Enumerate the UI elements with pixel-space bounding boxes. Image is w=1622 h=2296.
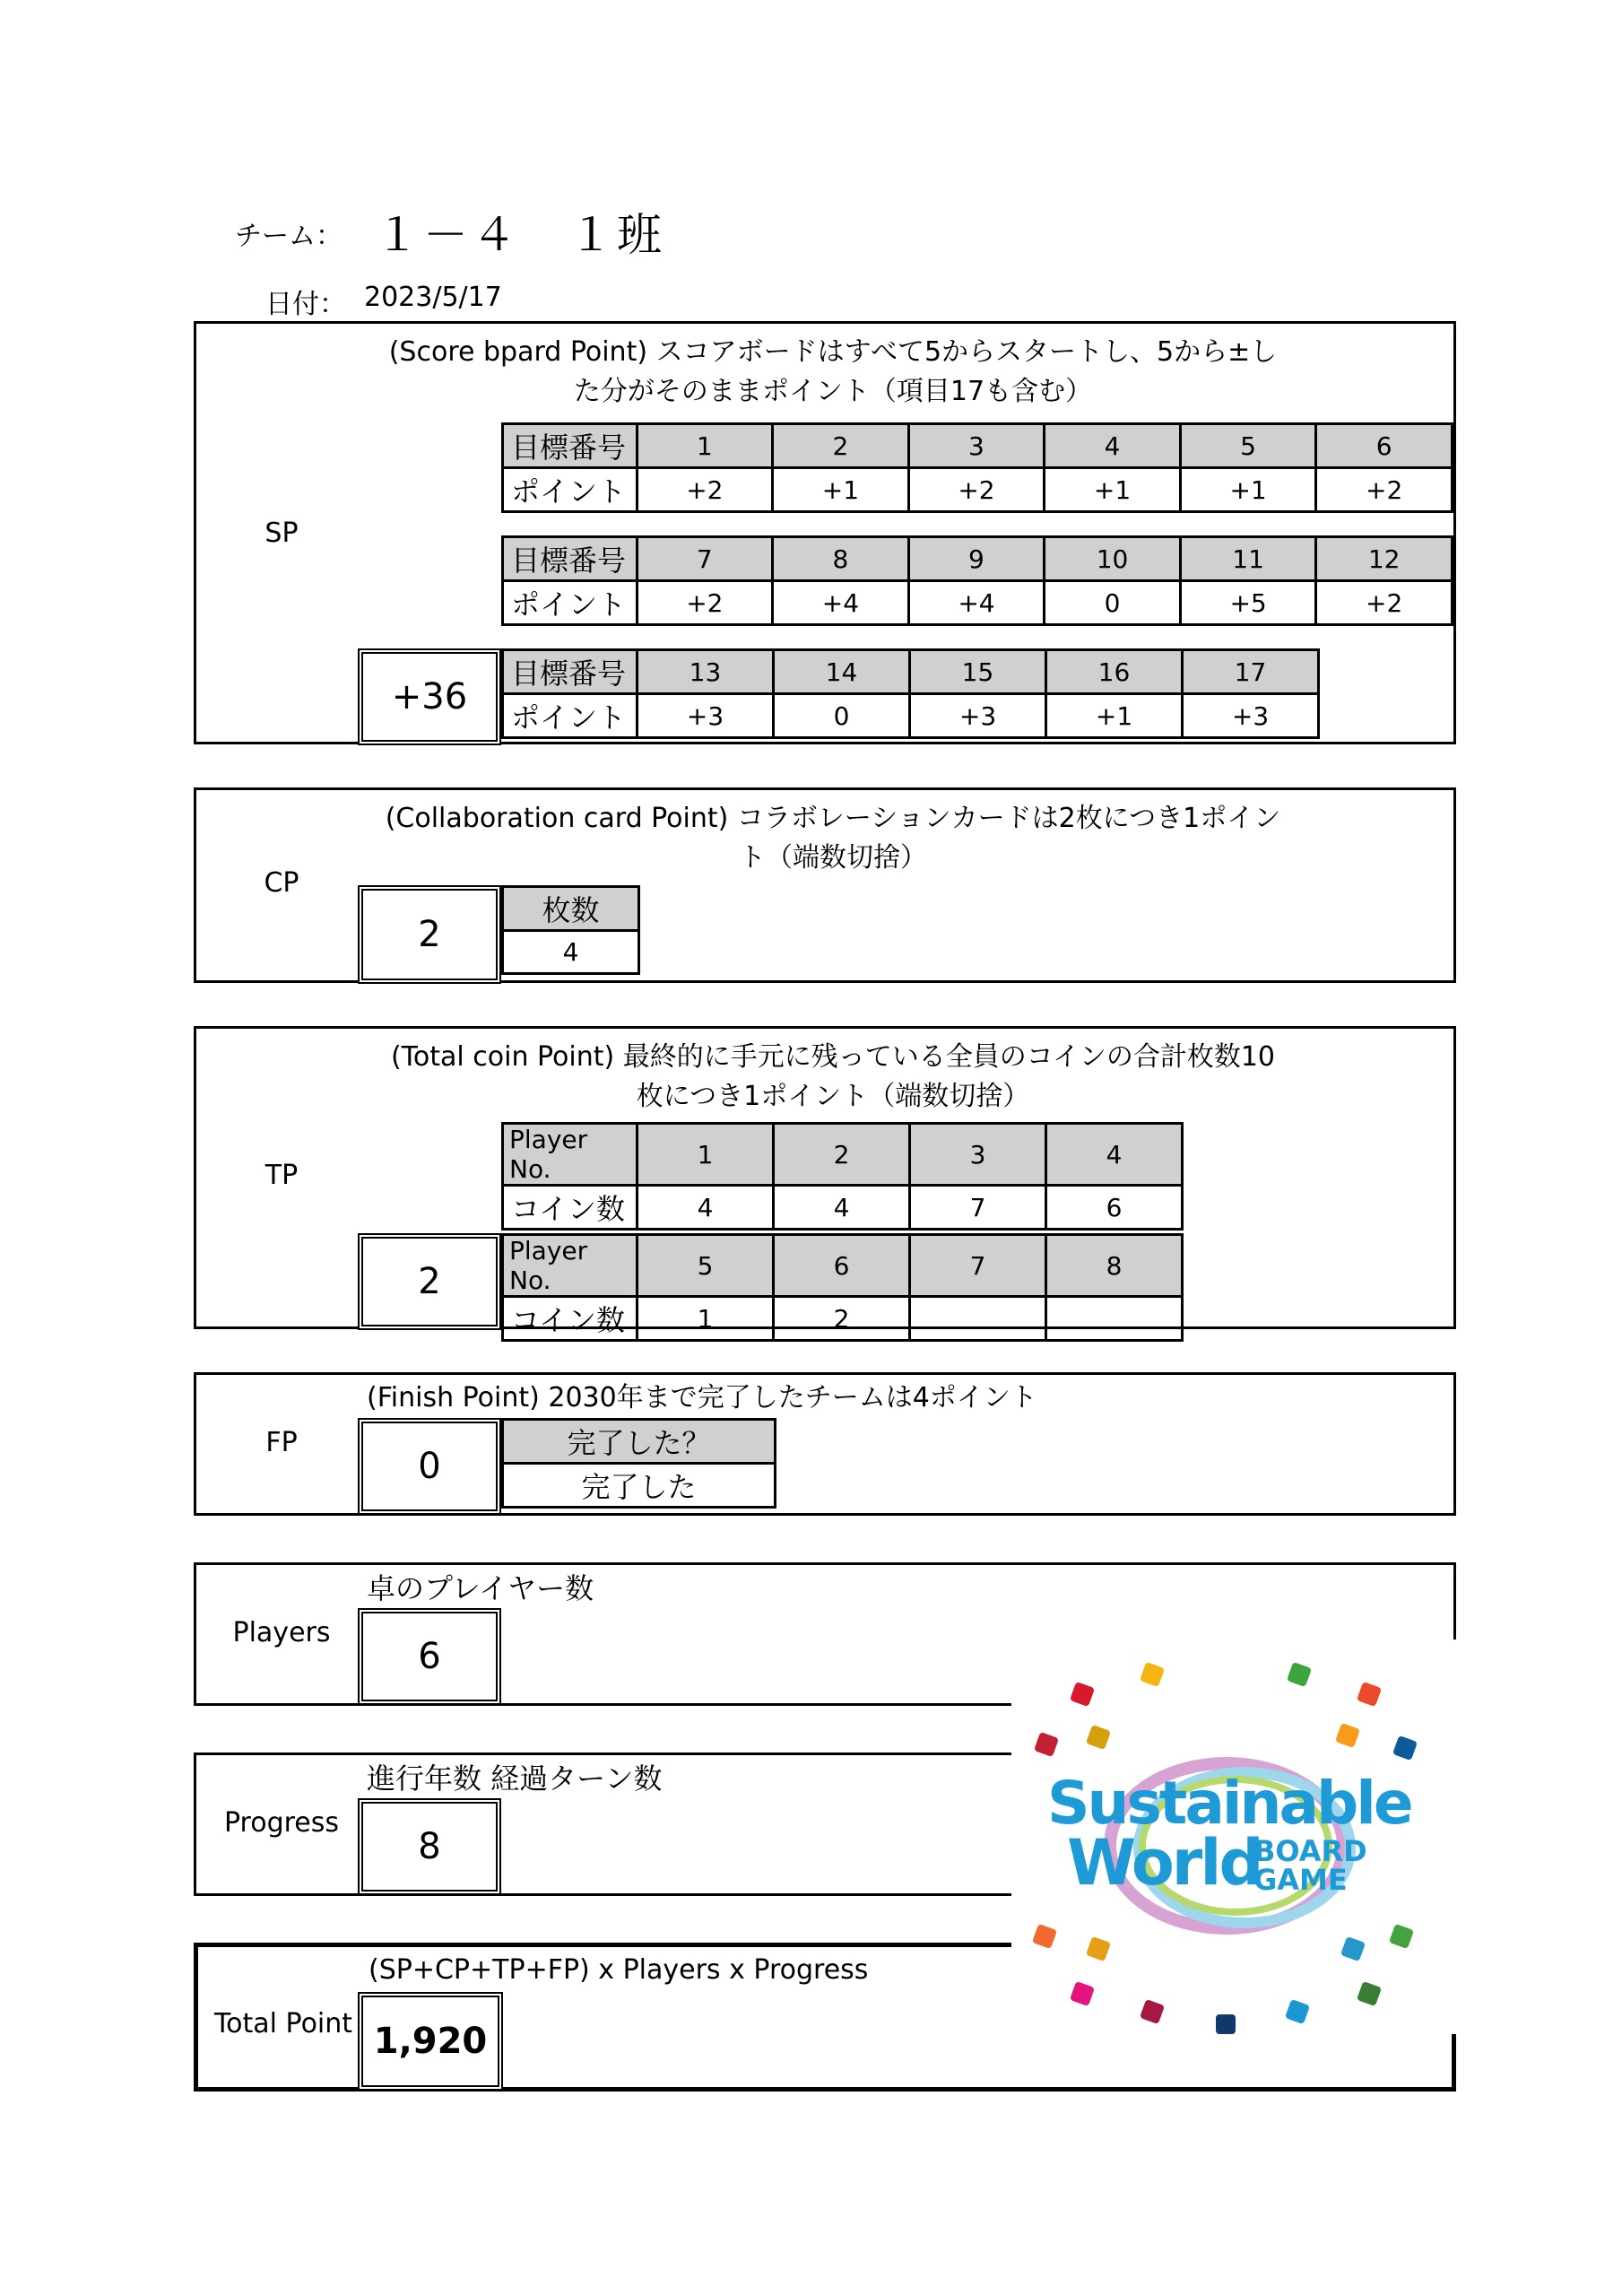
logo-dot <box>1285 1999 1310 2024</box>
sustainable-world-logo <box>1011 1639 1460 2034</box>
goal-number: 6 <box>1316 424 1453 468</box>
logo-dot <box>1216 2014 1236 2034</box>
goal-point: +1 <box>773 468 909 512</box>
logo-line3b: GAME <box>1253 1863 1348 1897</box>
fp-section <box>194 1372 1456 1516</box>
goal-point: +3 <box>910 694 1046 738</box>
players-label: Players <box>232 1617 331 1648</box>
goal-number: 1 <box>637 424 773 468</box>
team-label: チーム： <box>235 221 343 252</box>
date-label: 日付： <box>265 289 346 320</box>
goal-number: 3 <box>908 424 1045 468</box>
goal-number: 15 <box>910 650 1046 694</box>
sp-table-2 <box>501 535 1453 626</box>
goal-point: +3 <box>1183 694 1319 738</box>
goal-point: +5 <box>1180 581 1316 625</box>
coin-count: 1 <box>638 1297 774 1341</box>
coin-count <box>910 1297 1046 1341</box>
goal-number: 7 <box>637 537 773 581</box>
logo-dot <box>1335 1723 1360 1748</box>
logo-dot <box>1140 1999 1165 2024</box>
cp-label: CP <box>264 867 299 899</box>
coin-count-label: コイン数 <box>503 1297 638 1341</box>
logo-dot <box>1392 1735 1418 1761</box>
progress-label: Progress <box>223 1807 340 1839</box>
player-number: 1 <box>638 1124 774 1186</box>
coin-count: 6 <box>1046 1186 1183 1230</box>
tp-desc-line2: 枚につき1ポイント（端数切捨） <box>636 1081 1030 1112</box>
logo-dot <box>1287 1662 1312 1687</box>
goal-point: +2 <box>637 581 773 625</box>
sp-section <box>194 321 1456 744</box>
sp-total: +36 <box>358 648 501 745</box>
row-head-label: 目標番号 <box>503 650 638 694</box>
goal-point: +2 <box>1316 581 1453 625</box>
goal-number: 4 <box>1045 424 1181 468</box>
goal-point: +2 <box>1316 468 1453 512</box>
sp-desc-line1: (Score bpard Point) スコアボードはすべて5からスタートし、5から±し <box>388 336 1278 368</box>
tp-section <box>194 1026 1456 1337</box>
total-formula: (SP+CP+TP+FP) x Players x Progress <box>369 1954 869 1986</box>
total-label: Total Point <box>213 2008 353 2039</box>
cp-desc-line1: (Collaboration card Point) コラボレーションカードは2枚につき1ポイン <box>385 803 1281 834</box>
tp-table-1 <box>501 1122 1184 1231</box>
goal-point: +1 <box>1045 468 1181 512</box>
player-no-label: Player No. <box>503 1124 638 1186</box>
goal-point: +1 <box>1180 468 1316 512</box>
goal-point: 0 <box>774 694 910 738</box>
row-head-label: 目標番号 <box>503 537 638 581</box>
players-value: 6 <box>358 1608 501 1705</box>
sp-table-1 <box>501 422 1453 513</box>
player-number: 5 <box>638 1235 774 1297</box>
logo-dot <box>1070 1682 1095 1707</box>
logo-line2: World <box>1067 1826 1262 1900</box>
fp-table <box>501 1418 776 1509</box>
goal-number: 13 <box>638 650 774 694</box>
player-number: 7 <box>910 1235 1046 1297</box>
logo-dot <box>1389 1924 1414 1949</box>
goal-point: +2 <box>637 468 773 512</box>
goal-number: 2 <box>773 424 909 468</box>
logo-dot <box>1034 1732 1059 1757</box>
date-value: 2023/5/17 <box>364 282 502 313</box>
fp-description: (Finish Point) 2030年まで完了したチームは4ポイント <box>367 1382 1037 1413</box>
total-value: 1,920 <box>358 1992 503 2091</box>
cp-section <box>194 787 1456 983</box>
goal-point: +4 <box>908 581 1045 625</box>
coin-count: 4 <box>638 1186 774 1230</box>
fp-total: 0 <box>358 1418 501 1515</box>
logo-dot <box>1086 1725 1111 1750</box>
goal-point: +1 <box>1046 694 1183 738</box>
goal-number: 12 <box>1316 537 1453 581</box>
goal-number: 10 <box>1045 537 1181 581</box>
logo-dot <box>1357 1682 1382 1707</box>
cp-table <box>501 885 640 975</box>
player-number: 8 <box>1046 1235 1183 1297</box>
row-point-label: ポイント <box>503 581 638 625</box>
finished-answer: 完了した <box>503 1464 776 1508</box>
player-no-label: Player No. <box>503 1235 638 1297</box>
goal-point: +4 <box>773 581 909 625</box>
card-count-value: 4 <box>503 931 639 974</box>
goal-point: +3 <box>638 694 774 738</box>
goal-number: 14 <box>774 650 910 694</box>
goal-number: 11 <box>1180 537 1316 581</box>
coin-count-label: コイン数 <box>503 1186 638 1230</box>
team-value: １－４ １班 <box>375 209 665 261</box>
cp-desc-line2: ト（端数切捨） <box>739 842 927 874</box>
progress-value: 8 <box>358 1798 501 1895</box>
sp-label: SP <box>265 517 299 549</box>
logo-dot <box>1070 1981 1095 2006</box>
logo-dot <box>1032 1924 1057 1949</box>
fp-label: FP <box>265 1427 298 1458</box>
tp-label: TP <box>265 1160 299 1191</box>
goal-number: 8 <box>773 537 909 581</box>
player-number: 6 <box>774 1235 910 1297</box>
coin-count <box>1046 1297 1183 1341</box>
player-number: 2 <box>774 1124 910 1186</box>
players-description: 卓のプレイヤー数 <box>367 1571 594 1605</box>
coin-count: 7 <box>910 1186 1046 1230</box>
coin-count: 4 <box>774 1186 910 1230</box>
goal-number: 9 <box>908 537 1045 581</box>
cp-total: 2 <box>358 885 501 984</box>
logo-line1: Sustainable <box>1047 1769 1411 1838</box>
card-count-head: 枚数 <box>503 887 639 931</box>
tp-table-2 <box>501 1233 1184 1342</box>
goal-point: +2 <box>908 468 1045 512</box>
logo-dot <box>1140 1662 1165 1687</box>
tp-desc-line1: (Total coin Point) 最終的に手元に残っている全員のコインの合計枚数10 <box>390 1041 1276 1073</box>
tp-total: 2 <box>358 1233 501 1330</box>
progress-description: 進行年数 経過ターン数 <box>367 1761 663 1796</box>
row-point-label: ポイント <box>503 694 638 738</box>
sp-description <box>358 333 1308 412</box>
logo-dot <box>1357 1981 1382 2006</box>
coin-count: 2 <box>774 1297 910 1341</box>
row-head-label: 目標番号 <box>503 424 638 468</box>
row-point-label: ポイント <box>503 468 638 512</box>
sp-table-3 <box>501 648 1320 739</box>
finished-question: 完了した？ <box>503 1420 776 1464</box>
cp-description <box>358 799 1308 878</box>
goal-number: 17 <box>1183 650 1319 694</box>
sp-desc-line2: た分がそのままポイント（項目17も含む） <box>573 376 1093 407</box>
tp-description <box>358 1038 1308 1117</box>
goal-number: 5 <box>1180 424 1316 468</box>
player-number: 3 <box>910 1124 1046 1186</box>
goal-point: 0 <box>1045 581 1181 625</box>
player-number: 4 <box>1046 1124 1183 1186</box>
goal-number: 16 <box>1046 650 1183 694</box>
logo-line3a: BOARD <box>1253 1834 1367 1868</box>
